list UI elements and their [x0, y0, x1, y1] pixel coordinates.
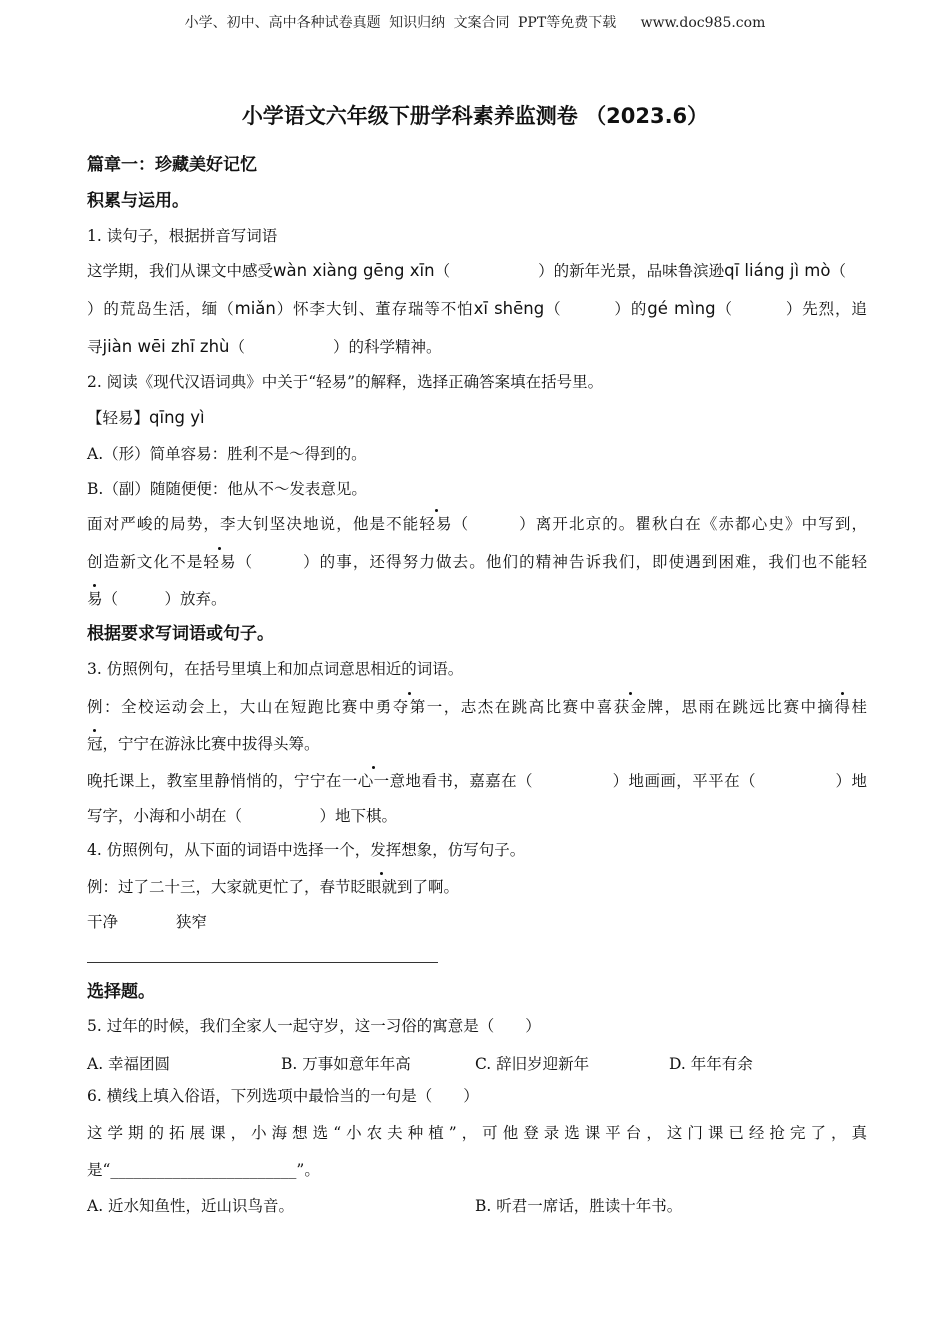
option-a[interactable]: A. 近水知鱼性，近山识鸟音。: [87, 1197, 295, 1215]
page-title: 小学语文六年级下册学科素养监测卷 （2023.6）: [241, 104, 709, 128]
banner-text: 小学、初中、高中各种试卷真题: [184, 15, 381, 31]
definition-b: B.（副）随随便便：他从不～发表意见。: [87, 480, 367, 498]
question-line: 创造新文化不是轻易（ ）的事，还得努力做去。他们的精神告诉我们，即使遇到困难，我们也不能轻: [87, 553, 867, 571]
option-c[interactable]: C. 辞旧岁迎新年: [475, 1055, 590, 1073]
banner-text: PPT等免费下载: [518, 15, 617, 31]
banner-url: www.doc985.com: [640, 15, 766, 31]
option-b[interactable]: B. 听君一席话，胜读十年书。: [475, 1197, 683, 1215]
question-stem: 1. 读句子，根据拼音写词语: [87, 227, 278, 245]
question-line: 面对严峻的局势，李大钊坚决地说，他是不能轻易（ ）离开北京的。瞿秋白在《赤都心史》中写到，: [87, 515, 867, 533]
option-a[interactable]: A. 幸福团圆: [87, 1055, 171, 1073]
question-line: 这学期，我们从课文中感受wàn xiàng gēng xīn（ ）的新年光景，品味鲁滨逊qī liáng jì mò（: [87, 261, 846, 280]
question-stem: 5. 过年的时候，我们全家人一起守岁，这一习俗的寓意是（ ）: [87, 1017, 541, 1035]
example-line: 例：过了二十三，大家就更忙了，春节眨眼就到了啊。: [87, 878, 460, 896]
banner-text: 文案合同: [453, 15, 510, 31]
question-line: 写字，小海和小胡在（ ）地下棋。: [87, 807, 398, 825]
header-banner: [0, 12, 950, 32]
dictionary-entry: 【轻易】qīng yì: [87, 408, 205, 427]
question-line: 易（ ）放弃。: [87, 590, 227, 608]
option-d[interactable]: D. 年年有余: [669, 1055, 753, 1073]
part-heading: 根据要求写词语或句子。: [87, 624, 274, 644]
banner-text: 知识归纳: [389, 15, 446, 31]
question-line: 晚托课上，教室里静悄悄的，宁宁在一心一意地看书，嘉嘉在（ ）地画画，平平在（ ）地: [87, 772, 867, 790]
question-stem: 3. 仿照例句，在括号里填上和加点词意思相近的词语。: [87, 660, 464, 678]
section-heading: 篇章一：珍藏美好记忆: [87, 155, 257, 175]
word-choices: [87, 912, 867, 932]
option-b[interactable]: B. 万事如意年年高: [281, 1055, 411, 1073]
question-line: 是“________________________”。: [87, 1161, 320, 1179]
word-choice: 干净: [87, 913, 119, 931]
question-stem: 4. 仿照例句，从下面的词语中选择一个，发挥想象，仿写句子。: [87, 841, 526, 859]
word-choice: 狭窄: [176, 913, 208, 931]
example-line: 冠，宁宁在游泳比赛中拔得头筹。: [87, 735, 320, 753]
definition-a: A.（形）简单容易：胜利不是～得到的。: [87, 445, 367, 463]
question-line: ）的荒岛生活，缅（miǎn）怀李大钊、董存瑞等不怕xī shēng（ ）的gé mìng（ ）先烈，追: [87, 299, 867, 318]
question-stem: 6. 横线上填入俗语，下列选项中最恰当的一句是（ ）: [87, 1087, 479, 1105]
part-heading: 积累与运用。: [87, 191, 189, 211]
example-line: 例：全校运动会上，大山在短跑比赛中勇夺第一，志杰在跳高比赛中喜获金牌，思雨在跳远比赛中摘得桂: [87, 698, 867, 716]
answer-line[interactable]: [87, 962, 438, 963]
question-line: 寻jiàn wēi zhī zhù（ ）的科学精神。: [87, 337, 442, 356]
part-heading: 选择题。: [87, 982, 155, 1002]
question-line: 这学期的拓展课，小海想选“小农夫种植”，可他登录选课平台，这门课已经抢完了，真: [87, 1124, 867, 1142]
question-stem: 2. 阅读《现代汉语词典》中关于“轻易”的解释，选择正确答案填在括号里。: [87, 373, 604, 391]
